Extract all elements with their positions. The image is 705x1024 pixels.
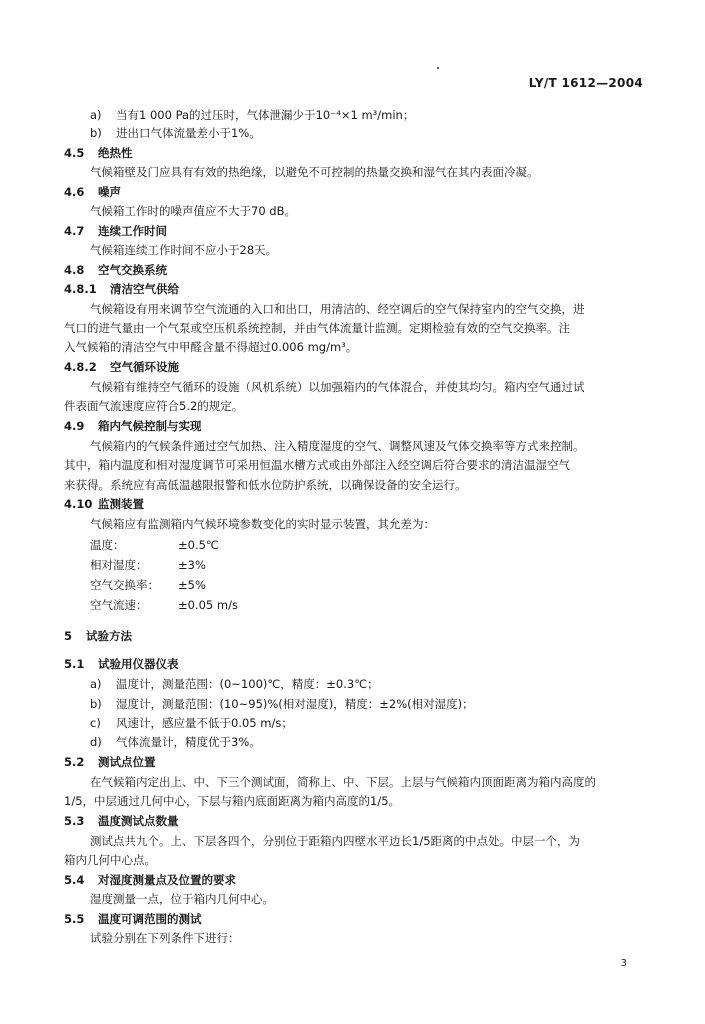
section-heading-4-8-1: 4.8.1 清洁空气供给	[64, 282, 179, 296]
standard-code: LY/T 1612—2004	[528, 76, 643, 90]
section-body-4-5: 气候箱壁及门应具有有效的热绝缘，以避免不可控制的热量交换和湿气在其内表面冷凝。	[90, 165, 539, 179]
paragraph-line: 件表面气流速度应符合5.2的规定。	[64, 399, 244, 413]
paragraph-line: 气候箱有维持空气循环的设施（风机系统）以加强箱内的气体混合，并使其均匀。箱内空气通过试	[90, 380, 585, 394]
monitor-row: 空气交换率： ±5%	[90, 578, 206, 592]
chapter-heading-5: 5 试验方法	[64, 629, 132, 643]
section-body-4-6: 气候箱工作时的噪声值应不大于70 dB。	[90, 204, 296, 218]
paragraph-line: 气候箱设有用来调节空气流通的入口和出口，用清洁的、经空调后的空气保持室内的空气交换，进	[90, 302, 585, 316]
section-heading-4-9: 4.9 箱内气候控制与实现	[64, 419, 202, 433]
list-item	[90, 108, 414, 123]
section-body-5-5: 试验分别在下列条件下进行：	[90, 931, 240, 945]
section-intro-4-10: 气候箱应有监测箱内气候环境参数变化的实时显示装置，其允差为：	[90, 517, 435, 531]
monitor-row: 空气流速： ±0.05 m/s	[90, 598, 238, 612]
section-body-4-7: 气候箱连续工作时间不应小于28天。	[90, 243, 278, 257]
item-text: 当有1 000 Pa的过压时，气体泄漏少于10⁻⁴×1 m³/min；	[116, 108, 415, 122]
item-mark: b)	[90, 126, 102, 140]
section-heading-4-10: 4.10 监测装置	[64, 497, 144, 511]
list-item: b) 湿度计，测量范围：(10~95)%(相对湿度)，精度：±2%(相对湿度)；	[90, 697, 474, 711]
section-heading-4-7: 4.7 连续工作时间	[64, 224, 167, 238]
section-heading-5-5: 5.5 温度可调范围的测试	[64, 912, 202, 926]
item-text: 进出口气体流量差小于1%。	[116, 126, 261, 140]
paragraph-line: 气口的进气量由一个气泵或空压机系统控制，并由气体流量计监测。定期检验有效的空气交换率。注	[64, 321, 570, 335]
paragraph-line: 测试点共九个。上、下层各四个，分别位于距箱内四壁水平边长1/5距离的中点处。中层一个，为	[90, 834, 581, 848]
paragraph-line: 1/5，中层通过几何中心，下层与箱内底面距离为箱内高度的1/5。	[64, 794, 401, 808]
list-item: c) 风速计，感应量不低于0.05 m/s；	[90, 716, 293, 730]
list-item	[90, 126, 261, 141]
paragraph-line: 箱内几何中心点。	[64, 853, 156, 867]
paragraph-line: 入气候箱的清洁空气中甲醛含量不得超过0.006 mg/m³。	[64, 340, 358, 354]
paragraph-line: 在气候箱内定出上、中、下三个测试面，简称上、中、下层。上层与气候箱内顶面距离为箱内高度的	[90, 775, 596, 789]
section-heading-5-1: 5.1 试验用仪器仪表	[64, 657, 179, 671]
paragraph-line: 其中，箱内温度和相对湿度调节可采用恒温水槽方式或由外部注入经空调后符合要求的清洁温湿空气	[64, 458, 570, 472]
monitor-row: 温度： ±0.5℃	[90, 538, 219, 552]
list-item: a) 温度计，测量范围：(0~100)℃，精度：±0.3℃；	[90, 677, 379, 691]
section-heading-4-8: 4.8 空气交换系统	[64, 263, 167, 277]
section-heading-5-2: 5.2 测试点位置	[64, 755, 156, 769]
section-heading-5-3: 5.3 温度测试点数量	[64, 814, 179, 828]
section-heading-4-5: 4.5 绝热性	[64, 146, 133, 160]
paragraph-line: 来获得。系统应有高低温越限报警和低水位防护系统，以确保设备的安全运行。	[64, 478, 467, 492]
list-item: d) 气体流量计，精度优于3%。	[90, 735, 261, 749]
section-heading-5-4: 5.4 对湿度测量点及位置的要求	[64, 873, 236, 887]
monitor-row: 相对湿度： ±3%	[90, 558, 206, 572]
paragraph-line: 气候箱内的气候条件通过空气加热、注入精度湿度的空气、调整风速及气体交换率等方式来控制。	[90, 439, 585, 453]
section-body-5-4: 湿度测量一点，位于箱内几何中心。	[90, 892, 274, 906]
page-number: 3	[620, 958, 627, 969]
section-heading-4-6: 4.6 噪声	[64, 185, 121, 199]
item-mark: a)	[90, 108, 102, 122]
scan-speck	[437, 67, 439, 69]
section-heading-4-8-2: 4.8.2 空气循环设施	[64, 360, 179, 374]
